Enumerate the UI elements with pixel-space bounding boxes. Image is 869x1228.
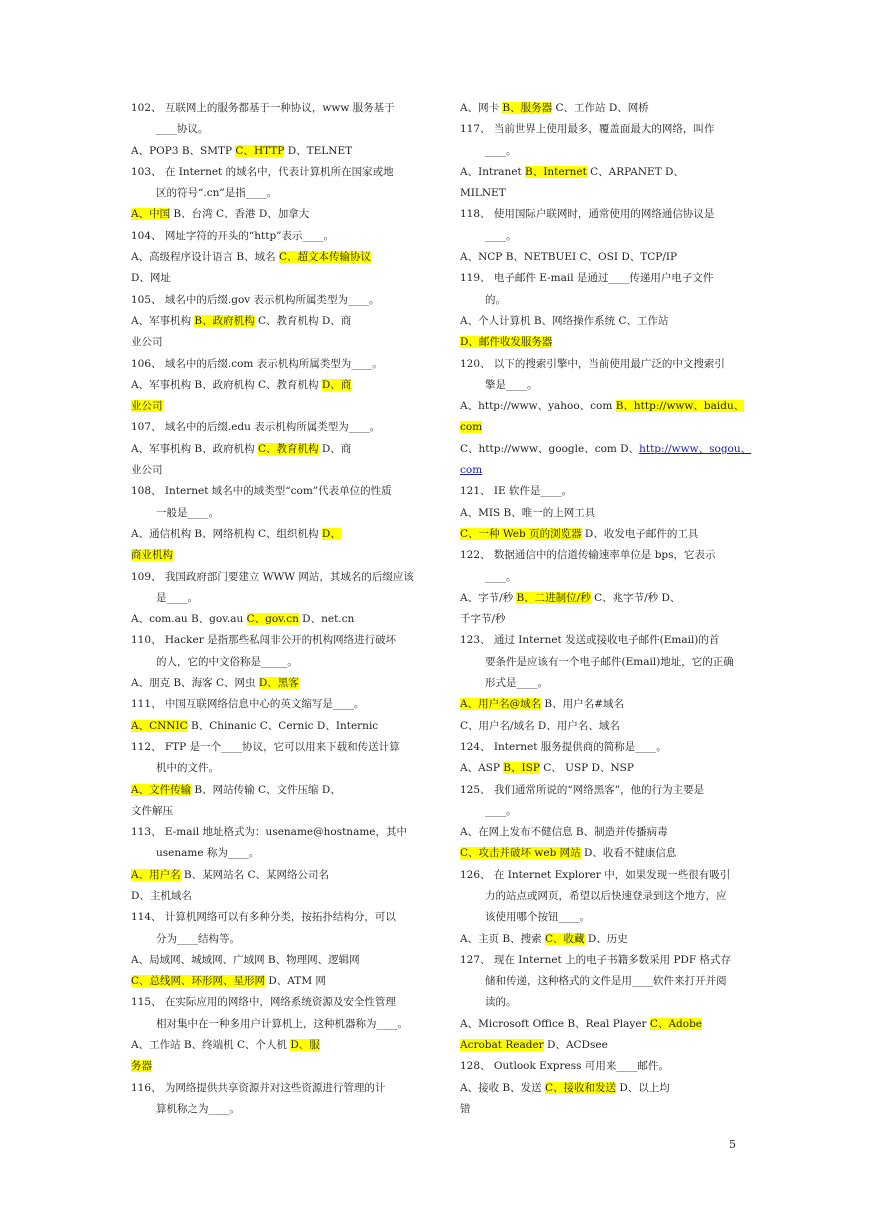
text-line [131, 162, 410, 183]
text-line [131, 992, 410, 1013]
text-segment: 113、 E-mail 地址格式为：usename@hostname，其中 [131, 826, 407, 839]
text-line [460, 865, 740, 886]
text-line [131, 460, 410, 481]
text-line [460, 1099, 740, 1120]
text-segment: 127、 现在 Internet 上的电子书籍多数采用 PDF 格式存 [460, 953, 732, 966]
text-segment: C、工作站 D、网桥 [552, 102, 649, 114]
text-segment: 业公司 [131, 336, 163, 349]
text-line [131, 1035, 410, 1056]
text-line [460, 843, 740, 864]
text-segment: 118、 使用国际户联网时，通常使用的网络通信协议是 [460, 208, 715, 221]
highlighted-answer: A、中国 [131, 208, 171, 221]
highlighted-answer: A、文件传输 [131, 783, 192, 796]
text-segment: 120、 以下的搜索引擎中，当前使用最广泛的中文搜索引 [460, 357, 725, 370]
page-number: 5 [729, 1138, 736, 1151]
text-line [460, 992, 740, 1013]
text-line [131, 417, 410, 438]
highlighted-answer: B、ISP [503, 762, 540, 775]
text-segment: 形式是____。 [485, 677, 548, 690]
text-line [131, 226, 410, 247]
text-segment: 千字节/秒 [460, 613, 506, 626]
text-line [460, 588, 740, 609]
text-segment: A、军事机构 B、政府机构 [131, 442, 258, 455]
text-line [460, 673, 740, 694]
text-segment: B、网站传输 C、文件压缩 D、 [191, 783, 341, 796]
text-segment: D、以上均 [616, 1081, 670, 1094]
text-line [460, 247, 740, 268]
text-segment: A、接收 B、发送 [460, 1081, 545, 1094]
text-line [460, 1056, 740, 1077]
text-segment: 107、 域名中的后缀.edu 表示机构所属类型为____。 [131, 421, 381, 434]
text-line [131, 1099, 410, 1120]
text-line [460, 737, 740, 758]
text-segment: D、网址 [131, 272, 171, 285]
text-line [131, 375, 410, 396]
text-line [131, 290, 410, 311]
text-segment: D、收发电子邮件的工具 [581, 527, 699, 540]
highlighted-answer: C、总线网、环形网、星形网 [131, 975, 266, 988]
text-segment: 分为____结构等。 [156, 932, 240, 945]
text-line [460, 694, 740, 715]
text-segment: 126、 在 Internet Explorer 中，如果发现一些很有吸引 [460, 868, 731, 881]
text-segment: ____。 [485, 144, 517, 157]
text-segment: A、MIS B、唯一的上网工具 [460, 506, 596, 519]
highlighted-answer: D、服 [290, 1039, 320, 1052]
text-line [131, 630, 410, 651]
highlighted-answer: Acrobat Reader [460, 1039, 544, 1052]
text-line [460, 886, 740, 907]
text-segment: 119、 电子邮件 E-mail 是通过____传递用户电子文件 [460, 272, 714, 285]
text-line [131, 737, 410, 758]
highlighted-answer: C、超文本传输协议 [278, 251, 372, 264]
text-line [131, 801, 410, 822]
text-segment: 相对集中在一种多用户计算机上，这种机器称为____。 [156, 1017, 408, 1030]
text-segment: B、台湾 C、香港 D、加拿大 [170, 208, 310, 221]
highlighted-answer: C、攻击并破坏 web 网站 [460, 847, 581, 860]
text-segment: A、个人计算机 B、网络操作系统 C、工作站 [460, 314, 669, 327]
text-segment: 的人，它的中文俗称是_____。 [156, 655, 298, 668]
text-segment: A、网卡 [460, 102, 503, 114]
text-line [460, 524, 740, 545]
highlighted-answer: B、二进制位/秒 [516, 591, 591, 604]
text-line [131, 481, 410, 502]
text-segment: 该使用哪个按钮____。 [485, 911, 590, 924]
right-column [460, 98, 752, 1120]
text-segment: A、NCP B、NETBUEI C、OSI D、TCP/IP [460, 251, 678, 264]
text-line [131, 886, 410, 907]
text-segment: A、工作站 B、终端机 C、个人机 [131, 1039, 291, 1052]
highlighted-answer: D、黑客 [258, 677, 299, 690]
text-segment: 业公司 [131, 464, 163, 477]
text-line [460, 268, 740, 289]
text-segment: C、 USP D、NSP [539, 762, 634, 775]
text-segment: 108、 Internet 域名中的域类型“com”代表单位的性质 [131, 485, 392, 498]
text-segment: C、用户名/域名 D、用户名、域名 [460, 719, 620, 732]
text-segment: A、朋克 B、海客 C、网虫 [131, 677, 259, 690]
hyperlink[interactable]: com [460, 464, 483, 477]
text-segment: C、兆字节/秒 D、 [590, 591, 681, 604]
text-segment: 121、 IE 软件是____。 [460, 485, 573, 498]
text-line [460, 822, 740, 843]
text-line [131, 439, 410, 460]
text-line [131, 183, 410, 204]
text-line [131, 354, 410, 375]
text-segment: D、net.cn [298, 613, 355, 626]
text-line [131, 716, 410, 737]
text-segment: 125、 我们通常所说的“网络黑客”，他的行为主要是 [460, 783, 705, 796]
text-segment: usename 称为____。 [156, 847, 260, 860]
text-line [131, 865, 410, 886]
text-segment: 106、 域名中的后缀.com 表示机构所属类型为____。 [131, 357, 383, 370]
text-line [131, 1078, 410, 1099]
highlighted-answer: A、CNNIC [131, 719, 188, 732]
text-line [460, 481, 740, 502]
highlighted-answer: C、收藏 [544, 932, 585, 945]
text-segment: 103、 在 Internet 的域名中，代表计算机所在国家或地 [131, 165, 394, 178]
highlighted-answer: B、Internet [525, 165, 587, 178]
text-line [460, 652, 740, 673]
text-line [131, 609, 410, 630]
text-line [131, 822, 410, 843]
text-line [131, 929, 410, 950]
highlighted-answer: D、商 [321, 378, 352, 391]
text-segment: D、主机域名 [131, 889, 192, 902]
text-segment: 要条件是应该有一个电子邮件(Email)地址，它的正确 [485, 655, 734, 668]
text-segment: 机中的文件。 [156, 762, 219, 775]
text-line [460, 290, 740, 311]
text-line [460, 971, 740, 992]
text-segment: D、ACDsee [543, 1039, 608, 1052]
text-line [460, 204, 740, 225]
text-line [131, 119, 410, 140]
text-line [460, 141, 740, 162]
text-line [460, 1078, 740, 1099]
text-segment: 110、 Hacker 是指那些私闯非公开的机构网络进行破坏 [131, 634, 397, 647]
text-segment: 128、 Outlook Express 可用来____邮件。 [460, 1060, 669, 1073]
highlighted-answer: C、接收和发送 [544, 1081, 617, 1094]
highlighted-answer: A、用户名 [131, 868, 181, 881]
text-line [131, 524, 410, 545]
text-segment: A、com.au B、gov.au [131, 613, 247, 626]
left-column [131, 98, 414, 1120]
text-segment: B、用户名#域名 [541, 698, 624, 711]
text-line [460, 780, 740, 801]
text-line [131, 268, 410, 289]
text-line [460, 396, 745, 417]
highlighted-answer: C、HTTP [235, 144, 285, 157]
highlighted-answer: B、政府机构 [194, 314, 255, 327]
text-segment: 102、 互联网上的服务都基于一种协议，www 服务基于 [131, 102, 395, 114]
text-segment: A、ASP [460, 762, 504, 775]
highlighted-answer: B、服务器 [502, 102, 553, 114]
text-line [460, 439, 752, 460]
text-segment: MILNET [460, 187, 506, 200]
highlighted-answer: 务器 [131, 1060, 152, 1073]
text-line [460, 375, 740, 396]
text-line [460, 758, 740, 779]
text-segment: B、某网站名 C、某网络公司名 [180, 868, 330, 881]
text-segment: 力的站点或网页，希望以后快速登录到这个地方，应 [485, 889, 727, 902]
highlighted-answer: D、邮件收发服务器 [460, 336, 553, 349]
text-line [460, 1035, 740, 1056]
text-segment: 区的符号“.cn”是指____。 [156, 187, 278, 200]
text-segment: C、教育机构 D、商 [254, 314, 352, 327]
text-segment: 112、 FTP 是一个____协议，它可以用来下载和传送计算 [131, 740, 400, 753]
text-line [460, 226, 740, 247]
text-line [460, 98, 740, 119]
text-line [131, 673, 410, 694]
text-segment: A、军事机构 [131, 314, 195, 327]
text-segment: ____。 [485, 229, 517, 242]
text-line [131, 503, 410, 524]
text-line [131, 247, 410, 268]
text-segment: D、商 [318, 442, 352, 455]
highlighted-answer: C、教育机构 [257, 442, 319, 455]
text-segment: ____。 [485, 804, 517, 817]
text-segment: 文件解压 [131, 804, 173, 817]
text-line [131, 843, 410, 864]
text-line [131, 311, 410, 332]
text-segment: 124、 Internet 服务提供商的简称是____。 [460, 740, 667, 753]
text-segment: 114、 计算机网络可以有多种分类，按拓扑结构分，可以 [131, 911, 396, 924]
text-line [460, 609, 740, 630]
text-line [460, 119, 740, 140]
text-line [460, 929, 740, 950]
text-line [131, 588, 410, 609]
text-line [460, 503, 740, 524]
text-line [131, 780, 410, 801]
text-segment: ____。 [485, 570, 517, 583]
highlighted-answer: B、http://www、baidu、 [615, 400, 745, 413]
text-line [460, 950, 740, 971]
highlighted-answer: C、gov.cn [246, 613, 299, 626]
highlighted-answer: 业公司 [131, 400, 163, 413]
text-segment: D、ATM 网 [265, 975, 326, 988]
text-segment: 116、 为网络提供共享资源并对这些资源进行管理的计 [131, 1081, 386, 1094]
text-segment: A、高级程序设计语言 B、域名 [131, 251, 279, 264]
text-line [131, 907, 410, 928]
text-segment: 擎是____。 [485, 378, 538, 391]
text-line [460, 354, 740, 375]
text-segment: 111、 中国互联网络信息中心的英文缩写是____。 [131, 698, 365, 711]
text-line [131, 332, 410, 353]
text-segment: ____协议。 [156, 123, 209, 136]
text-segment: A、Intranet [460, 165, 526, 178]
text-segment: A、在网上发布不健信息 B、制造并传播病毒 [460, 826, 668, 839]
text-line [131, 950, 410, 971]
text-line [131, 1056, 410, 1077]
text-segment: A、通信机构 B、网络机构 C、组织机构 [131, 527, 322, 540]
text-segment: A、局域网、城域网、广域网 B、物理网、逻辑网 [131, 953, 360, 966]
text-line [131, 204, 410, 225]
text-segment: D、历史 [584, 932, 628, 945]
text-line [460, 1014, 740, 1035]
text-line [460, 907, 740, 928]
text-line [131, 545, 410, 566]
text-line [131, 652, 410, 673]
text-segment: D、TELNET [284, 144, 353, 157]
text-line [131, 758, 410, 779]
text-line [460, 460, 740, 481]
text-line [460, 716, 740, 737]
text-segment: 117、 当前世界上使用最多，覆盖面最大的网络，叫作 [460, 123, 715, 136]
highlighted-answer: C、一种 Web 页的浏览器 [460, 527, 582, 540]
highlighted-answer: 商业机构 [131, 549, 173, 562]
text-line [460, 417, 740, 438]
text-line [460, 801, 740, 822]
text-segment: C、http://www、google、com D、 [460, 442, 640, 455]
text-segment: B、Chinanic C、Cernic D、Internic [187, 719, 379, 732]
text-segment: A、军事机构 B、政府机构 C、教育机构 [131, 378, 322, 391]
text-line [131, 141, 410, 162]
text-line [131, 98, 410, 119]
text-segment: A、主页 B、搜索 [460, 932, 545, 945]
text-line [460, 545, 740, 566]
text-segment: 104、 网址字符的开头的“http”表示____。 [131, 229, 335, 242]
text-line [460, 332, 740, 353]
text-line [131, 567, 414, 588]
text-segment: 读的。 [485, 996, 517, 1009]
text-segment: 122、 数据通信中的信道传输速率单位是 bps，它表示 [460, 549, 716, 562]
highlighted-answer: com [460, 421, 483, 434]
text-line [131, 694, 410, 715]
highlighted-answer: C、Adobe [649, 1017, 703, 1030]
text-segment: 123、 通过 Internet 发送或接收电子邮件(Email)的首 [460, 634, 720, 647]
text-segment: C、ARPANET D、 [586, 165, 684, 178]
text-segment: 错 [460, 1102, 471, 1115]
text-segment: 105、 域名中的后缀.gov 表示机构所属类型为____。 [131, 293, 380, 306]
text-line [460, 311, 740, 332]
text-line [460, 183, 740, 204]
text-segment: 一般是____。 [156, 506, 219, 519]
text-segment: 115、 在实际应用的网络中，网络系统资源及安全性管理 [131, 996, 396, 1009]
text-segment: 算机称之为____。 [156, 1102, 240, 1115]
text-segment: 是____。 [156, 591, 198, 604]
text-segment: 的。 [485, 293, 506, 306]
text-segment: A、http://www、yahoo、com [460, 400, 616, 413]
text-segment: 109、 我国政府部门要建立 WWW 网站，其域名的后缀应该 [131, 570, 414, 583]
text-segment: 储和传递，这种格式的文件是用____软件来打开并阅 [485, 975, 727, 988]
text-segment: A、字节/秒 [460, 591, 517, 604]
highlighted-answer: D、 [321, 527, 341, 540]
text-line [460, 630, 740, 651]
text-line [460, 162, 740, 183]
hyperlink[interactable]: http://www、sogou、 [639, 442, 752, 455]
text-line [131, 971, 410, 992]
text-segment: A、POP3 B、SMTP [131, 144, 236, 157]
text-segment: A、Microsoft Office B、Real Player [460, 1017, 650, 1030]
text-line [460, 567, 740, 588]
text-line [131, 396, 410, 417]
text-line [131, 1014, 410, 1035]
highlighted-answer: A、用户名@域名 [460, 698, 542, 711]
text-segment: D、收看不健康信息 [580, 847, 677, 860]
